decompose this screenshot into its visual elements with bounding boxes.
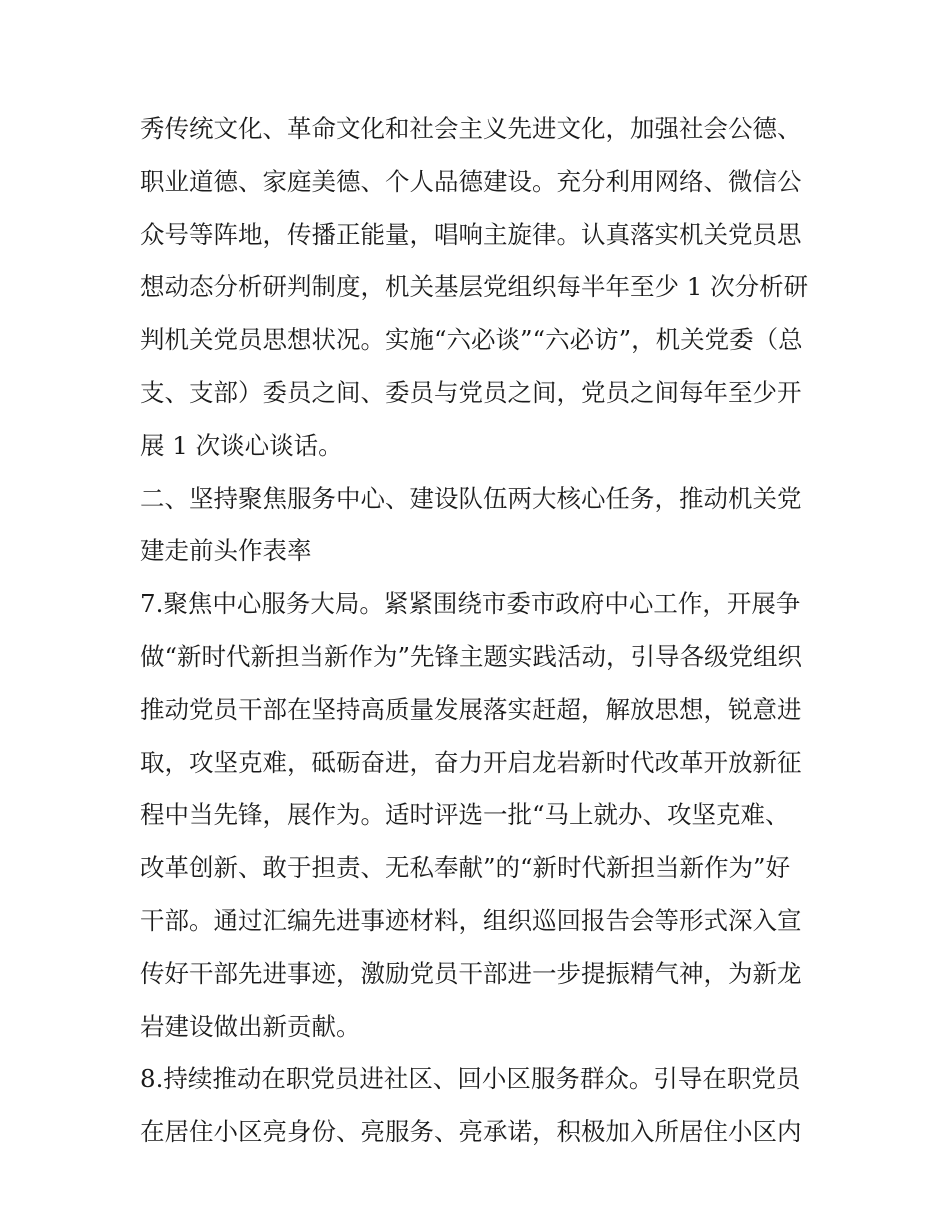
section-heading-line: 建走前头作表率 (140, 536, 312, 566)
text-line: 干部。通过汇编先进事迹材料，组织巡回报告会等形式深入宣 (140, 905, 802, 935)
text-line: 推动党员干部在坚持高质量发展落实赶超，解放思想，锐意进 (140, 694, 802, 724)
text-line: 众号等阵地，传播正能量，唱响主旋律。认真落实机关党员思 (140, 219, 802, 249)
text-line: 8.持续推动在职党员进社区、回小区服务群众。引导在职党员 (140, 1064, 801, 1094)
section-heading-line: 二、坚持聚焦服务中心、建设队伍两大核心任务，推动机关党 (140, 483, 802, 513)
text-line: 秀传统文化、革命文化和社会主义先进文化，加强社会公德、 (140, 114, 802, 143)
text-line: 传好干部先进事迹，激励党员干部进一步提振精气神，为新龙 (140, 958, 802, 988)
text-line: 做“新时代新担当新作为”先锋主题实践活动，引导各级党组织 (140, 641, 803, 671)
text-line: 改革创新、敢于担责、无私奉献”的“新时代新担当新作为”好 (140, 853, 791, 883)
text-line: 在居住小区亮身份、亮服务、亮承诺，积极加入所居住小区内 (140, 1117, 802, 1147)
text-line: 展 1 次谈心谈话。 (140, 430, 343, 460)
text-line: 职业道德、家庭美德、个人品德建设。充分利用网络、微信公 (140, 166, 802, 196)
text-line: 想动态分析研判制度，机关基层党组织每半年至少 1 次分析研 (140, 272, 809, 302)
text-line: 岩建设做出新贡献。 (140, 1011, 361, 1041)
text-line: 判机关党员思想状况。实施“六必谈”“六必访”，机关党委（总 (140, 325, 803, 355)
text-line: 取，攻坚克难，砥砺奋进，奋力开启龙岩新时代改革开放新征 (140, 747, 802, 777)
document-body (140, 103, 815, 1159)
text-line: 程中当先锋，展作为。适时评选一批“马上就办、攻坚克难、 (140, 800, 790, 830)
text-line: 7.聚焦中心服务大局。紧紧围绕市委市政府中心工作，开展争 (140, 589, 801, 619)
text-line: 支、支部）委员之间、委员与党员之间，党员之间每年至少开 (140, 377, 802, 407)
